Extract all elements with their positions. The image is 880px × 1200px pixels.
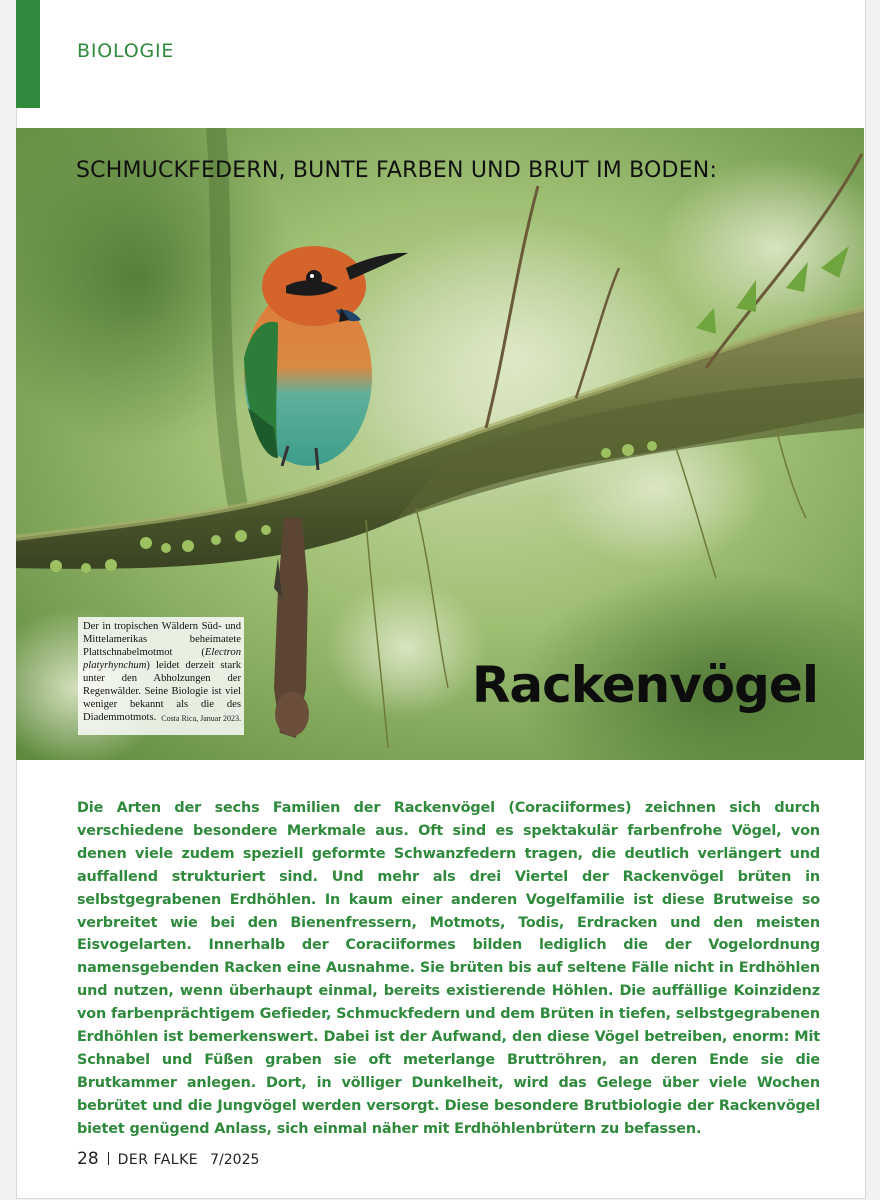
article-title: Rackenvögel (471, 656, 818, 714)
article-kicker: SCHMUCKFEDERN, BUNTE FARBEN UND BRUT IM BODEN: (76, 158, 718, 183)
section-label: BIOLOGIE (77, 40, 175, 62)
issue-number: 7/2025 (210, 1152, 260, 1168)
caption-text-start: Der in tropischen Wäldern Süd- und Mittelamerikas beheimatete Plattschnabelmotmot ( (83, 621, 241, 658)
caption-text-end: ) leidet derzeit stark unter den Abholzungen der Regenwälder. Seine Biologie ist viel weniger bekannt als die des Diademmotmots. (83, 660, 241, 723)
page-footer (77, 1149, 259, 1169)
photo-caption (78, 617, 244, 735)
magazine-name: DER FALKE (117, 1152, 199, 1168)
caption-credit: Costa Rica, Januar 2023. (161, 714, 241, 723)
page-number: 28 (77, 1149, 99, 1169)
hero-photo (16, 128, 864, 760)
lead-paragraph: Die Arten der sechs Familien der Rackenvögel (Coraciiformes) zeichnen sich durch verschiedene besondere Merkmale aus. Oft sind es spektakulär farbenfrohe Vögel, von denen viele zudem speziell geformte Schwanzfedern tragen, die deutlich verlängert und auffallend strukturiert sind. Und mehr als drei Viertel der Rackenvögel brüten in selbstgegrabenen Erdhöhlen. In kaum einer anderen Vogelfamilie ist diese Brutweise so verbreitet wie bei den Bienenfressern, Motmots, Todis, Erdracken und den meisten Eisvogelarten. Innerhalb der Coraciiformes bilden lediglich die der Vogelordnung namensgebenden Racken eine Ausnahme. Sie brüten bis auf seltene Fälle nicht in Erdhöhlen und nutzen, wenn überhaupt einmal, bereits existierende Höhlen. Die auffällige Koinzidenz von farbenprächtigem Gefieder, Schmuckfedern und dem Brüten in tiefen, selbstgegrabenen Erdhöhlen ist bemerkenswert. Dabei ist der Aufwand, den diese Vögel betreiben, enorm: Mit Schnabel und Füßen graben sie oft meterlange Bruttröhren, an deren Ende sie die Brutkammer anlegen. Dort, in völliger Dunkelheit, wird das Gelege über viele Wochen bebrütet und die Jungvögel werden versorgt. Diese besondere Brutbiologie der Rackenvögel bietet genügend Anlass, sich einmal näher mit Erdhöhlenbrütern zu befassen. (77, 800, 820, 1137)
footer-divider (108, 1152, 109, 1165)
caption-scientific-name: Electron platyrhynchum (83, 647, 241, 671)
section-color-bar (16, 0, 40, 108)
